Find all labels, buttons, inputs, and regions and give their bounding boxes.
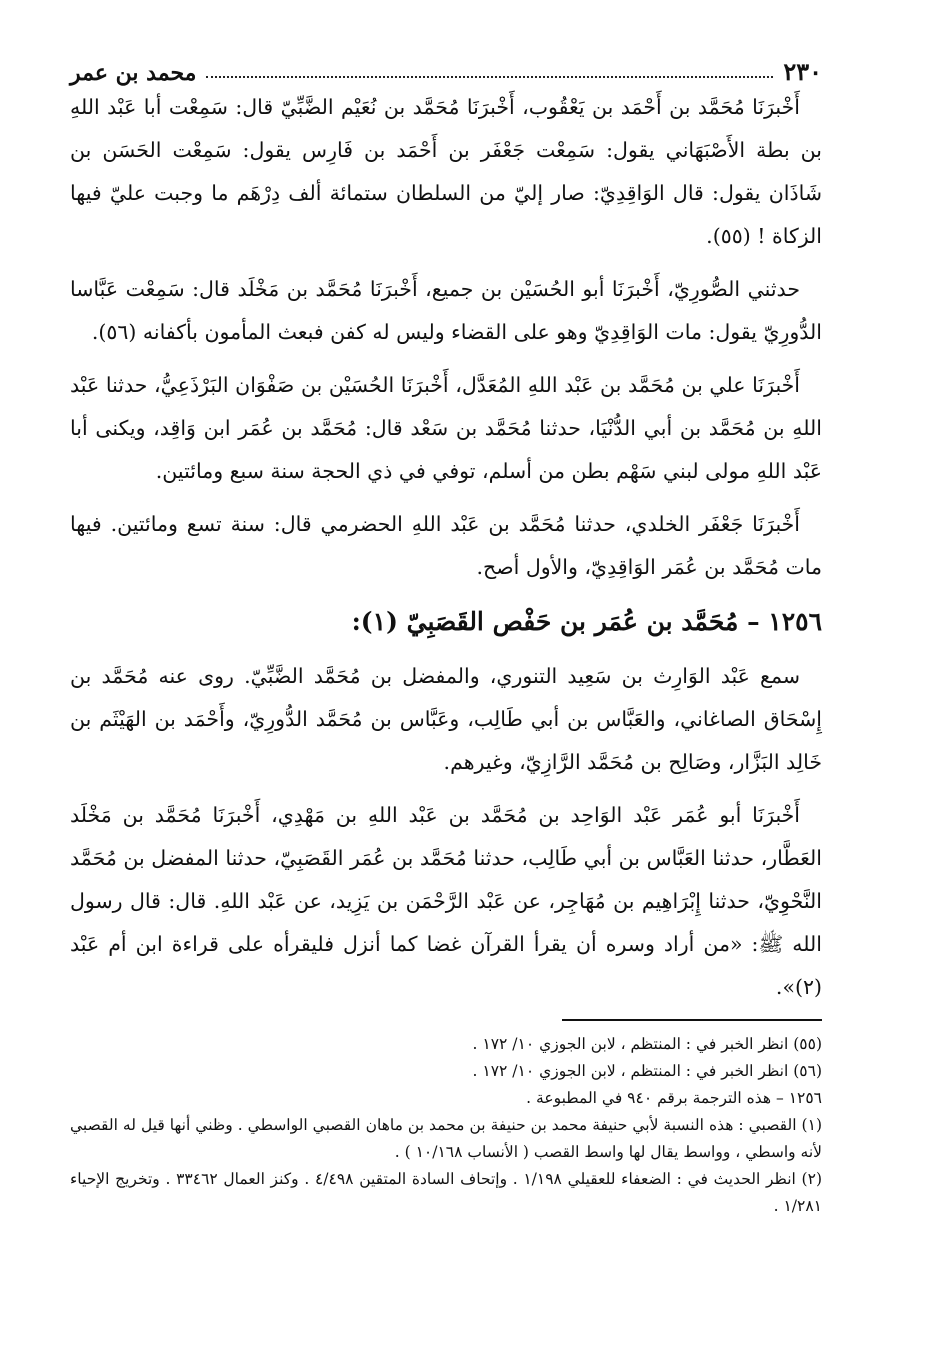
footnote-divider [562,1019,822,1021]
footnotes [70,1031,822,1220]
paragraph: سمع عَبْد الوَارِث بن سَعِيد التنوري، والمفضل بن مُحَمَّد الضَّبِّيّ. روى عنه مُحَمَّد بن إِسْحَاق الصاغاني، والعَبَّاس بن أبي طَالِب، وعَبَّاس بن مُحَمَّد الدُّورِيّ، وأَحْمَد بن الهَيْثَم بن خَالِد البَزَّار، وصَالِح بن مُحَمَّد الرَّازِيّ، وغيرهم. [70,664,822,774]
footnote: (٢) انظر الحديث في : الضعفاء للعقيلي ١/١٩٨ . وإتحاف السادة المتقين ٤/٤٩٨ . وكنز العمال ٣٣٤٦٢ . وتخريج الإحياء ١/٢٨١ . [70,1170,822,1215]
footnote: ١٢٥٦ – هذه الترجمة برقم ٩٤٠ في المطبوعة . [526,1089,822,1107]
page-header [70,38,822,86]
footnote: (١) القصبي : هذه النسبة لأبي حنيفة محمد بن حنيفة بن محمد بن ماهان القصبي الواسطي . وظني أنها قيل له القصبي لأنه واسطي ، وواسط يقال لها واسط القصب ( الأنساب ١٠/١٦٨ ) . [70,1116,822,1161]
main-text [70,86,822,1009]
paragraph: أَخْبرَنَا علي بن مُحَمَّد بن عَبْد اللهِ المُعَدَّل، أَخْبرَنَا الحُسَيْن بن صَفْوَان البَرْذَعِيُّ، حدثنا عَبْد اللهِ بن مُحَمَّد بن أبي الدُّنْيَا، حدثنا مُحَمَّد بن سَعْد قال: مُحَمَّد بن عُمَر ابن وَاقِد، ويكنى أبا عَبْد اللهِ مولى لبني سَهْم بطن من أسلم، توفي في ذي الحجة سنة سبع ومائتين. [70,373,822,483]
paragraph: حدثني الصُّورِيّ، أَخْبرَنَا أبو الحُسَيْن بن جميع، أَخْبرَنَا مُحَمَّد بن مَخْلَد قال: سَمِعْت عَبَّاسا الدُّورِيّ يقول: مات الوَاقِدِيّ وهو على القضاء وليس له كفن فبعث المأمون بأكفانه (٥٦). [70,277,822,344]
footnote: (٥٦) انظر الخبر في : المنتظم ، لابن الجوزي ١٠/ ١٧٢ . [472,1062,822,1080]
page-number: ٢٣٠ [783,57,822,86]
paragraph: أَخْبرَنَا مُحَمَّد بن أَحْمَد بن يَعْقُوب، أَخْبرَنَا مُحَمَّد بن نُعَيْم الضَّبِّيّ قال: سَمِعْت أبا عَبْد اللهِ بن بطة الأَصْبَهَاني يقول: سَمِعْت جَعْفَر بن أَحْمَد بن فَارِس يقول: سَمِعْت الحَسَن بن شَاذَان يقول: قال الوَاقِدِيّ: صار إليّ من السلطان ستمائة ألف دِرْهَم ما وجبت عليّ فيها الزكاة ! (٥٥). [70,95,822,248]
footnote: (٥٥) انظر الخبر في : المنتظم ، لابن الجوزي ١٠/ ١٧٢ . [472,1035,822,1053]
header-dotted-leader [206,75,773,78]
running-title: محمد بن عمر [70,60,197,86]
entry-title: ١٢٥٦ – مُحَمَّد بن عُمَر بن حَفْص القَصَبِيّ (١): [351,607,822,636]
paragraph: أَخْبرَنَا جَعْفَر الخلدي، حدثنا مُحَمَّد بن عَبْد اللهِ الحضرمي قال: سنة تسع ومائتين. فيها مات مُحَمَّد بن عُمَر الوَاقِدِيّ، والأول أصح. [70,512,822,579]
book-page [70,38,822,1338]
paragraph: أَخْبرَنَا أبو عُمَر عَبْد الوَاحِد بن مُحَمَّد بن عَبْد اللهِ بن مَهْدِي، أَخْبرَنَا مُحَمَّد بن مَخْلَد العَطَّار، حدثنا العَبَّاس بن أبي طَالِب، حدثنا مُحَمَّد بن عُمَر القَصَبِيّ، حدثنا المفضل بن مُحَمَّد النَّحْوِيّ، حدثنا إِبْرَاهِيم بن مُهَاجِر، عن عَبْد الرَّحْمَن بن يَزِيد، عن عَبْد اللهِ. قال: قال رسول الله ﷺ: «من أراد وسره أن يقرأ القرآن غضا كما أنزل فليقرأه على قراءة ابن أم عَبْد (٢)». [70,803,822,999]
